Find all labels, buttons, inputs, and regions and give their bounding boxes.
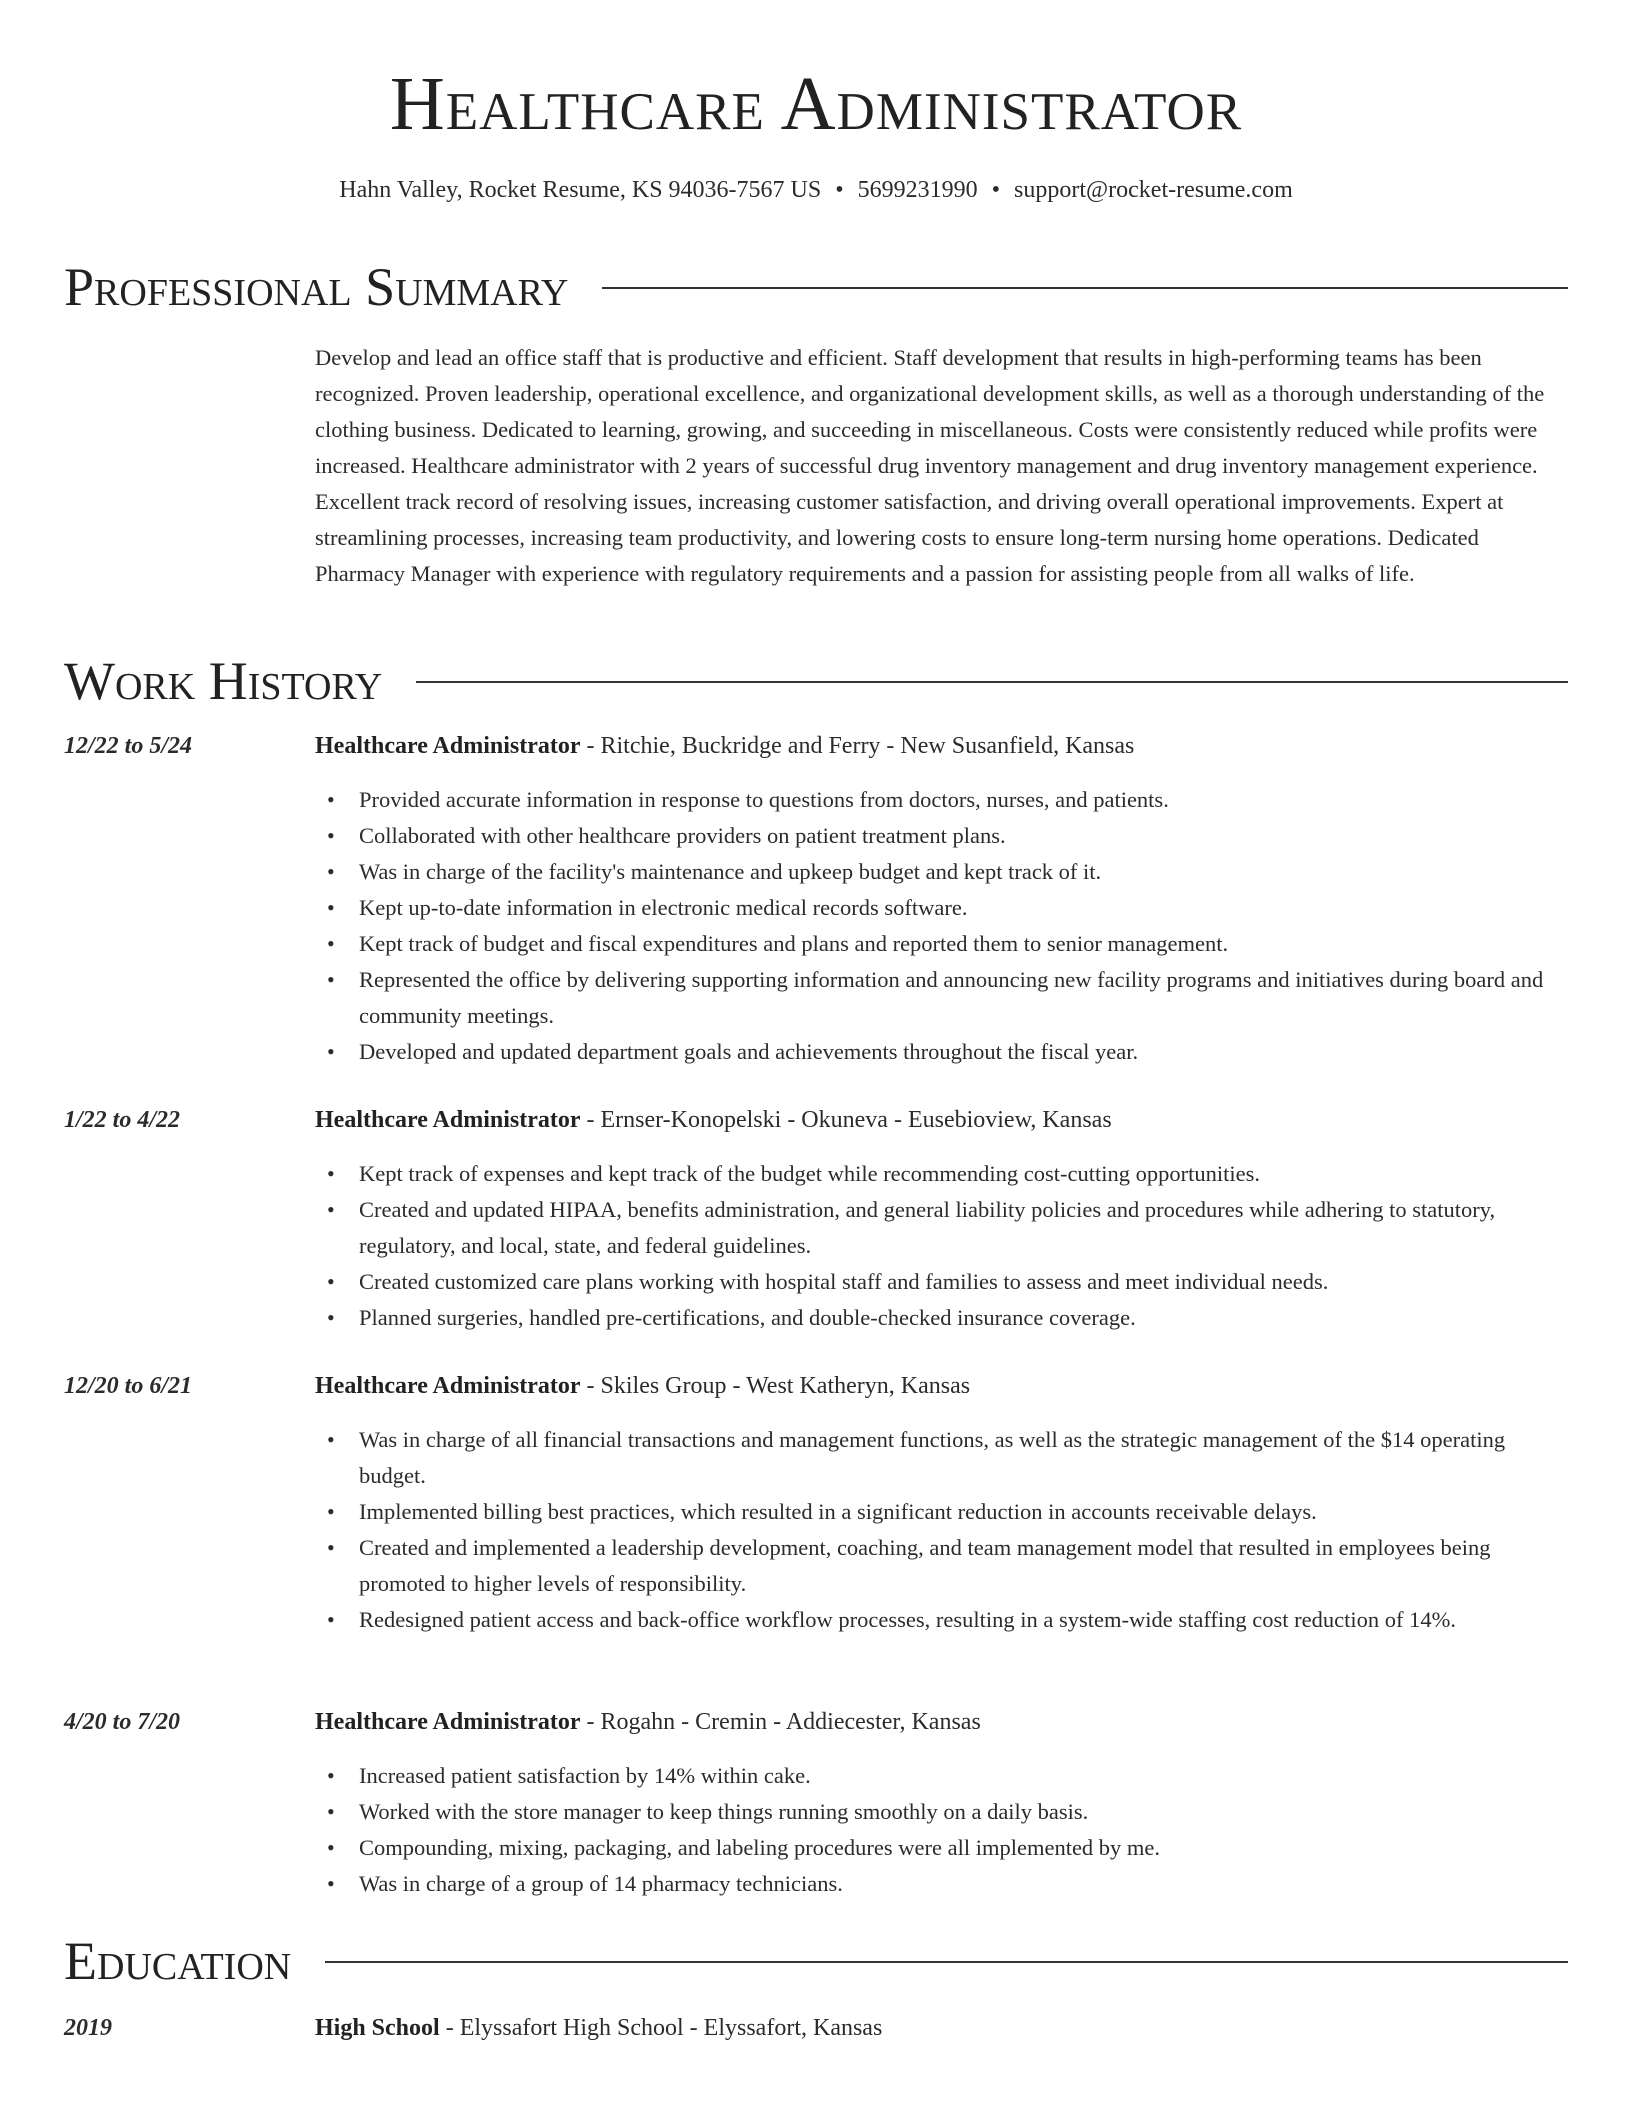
work-section-header — [64, 646, 1568, 716]
contact-email: support@rocket-resume.com — [1014, 177, 1293, 203]
work-employer: - Skiles Group - West Katheryn, Kansas — [580, 1373, 971, 1399]
work-bullet: • Was in charge of the facility's maintenance and upkeep budget and kept track of it. — [315, 854, 1568, 890]
work-bullet: • Created and implemented a leadership development, coaching, and team management model that resulted in employees being promoted to higher levels of responsibility. — [315, 1530, 1568, 1602]
section-divider — [416, 681, 1568, 683]
work-bullet: • Was in charge of all financial transactions and management functions, as well as the strategic management of the $14 operating budget. — [315, 1422, 1568, 1494]
work-heading — [315, 1104, 1568, 1136]
work-role: Healthcare Administrator — [315, 1373, 581, 1399]
work-dates: 1/22 to 4/22 — [64, 1107, 181, 1133]
work-bullet: • Increased patient satisfaction by 14% within cake. — [315, 1758, 1568, 1794]
work-bullet: • Created customized care plans working with hospital staff and families to assess and meet individual needs. — [315, 1264, 1568, 1300]
work-bullet: • Developed and updated department goals and achievements throughout the fiscal year. — [315, 1034, 1568, 1070]
work-bullet-list — [315, 1422, 1568, 1638]
contact-separator: • — [991, 177, 1001, 203]
work-role: Healthcare Administrator — [315, 1107, 581, 1133]
work-bullet: • Compounding, mixing, packaging, and labeling procedures were all implemented by me. — [315, 1830, 1568, 1866]
work-dates: 12/22 to 5/24 — [64, 733, 193, 759]
work-bullet-list — [315, 1156, 1568, 1336]
work-bullet: • Implemented billing best practices, which resulted in a significant reduction in accounts receivable delays. — [315, 1494, 1568, 1530]
work-employer: - Ernser-Konopelski - Okuneva - Eusebioview, Kansas — [580, 1107, 1112, 1133]
work-bullet-list — [315, 782, 1568, 1070]
contact-separator: • — [835, 177, 844, 203]
work-bullet: • Represented the office by delivering supporting information and announcing new facility programs and initiatives during board and community meetings. — [315, 962, 1568, 1034]
candidate-name: Healthcare Administrator — [389, 62, 1243, 146]
education-section-title: Education — [64, 1931, 292, 1991]
contact-address: Hahn Valley, Rocket Resume, KS 94036-7567 US — [339, 177, 822, 203]
work-bullet: • Worked with the store manager to keep things running smoothly on a daily basis. — [315, 1794, 1568, 1830]
education-heading — [315, 2012, 1568, 2044]
work-bullet-list — [315, 1758, 1568, 1902]
work-bullet: • Kept track of expenses and kept track of the budget while recommending cost-cutting opportunities. — [315, 1156, 1568, 1192]
work-dates: 4/20 to 7/20 — [64, 1709, 181, 1735]
summary-text: Develop and lead an office staff that is productive and efficient. Staff development that results in high-performing teams has been recognized. Proven leadership, operational excellence, and organizational development skills, as well as a thorough understanding of the clothing business. Dedicated to learning, growing, and succeeding in miscellaneous. Costs were consistently reduced while profits were increased. Healthcare administrator with 2 years of successful drug inventory management and drug inventory management experience. Excellent track record of resolving issues, increasing customer satisfaction, and driving overall operational improvements. Expert at streamlining processes, increasing team productivity, and lowering costs to ensure long-term nursing home operations. Dedicated Pharmacy Manager with experience with regulatory requirements and a passion for assisting people from all walks of life. — [315, 345, 1545, 586]
work-employer: - Ritchie, Buckridge and Ferry - New Susanfield, Kansas — [580, 733, 1135, 759]
education-degree: High School — [315, 2015, 440, 2041]
section-divider — [325, 1961, 1568, 1963]
work-heading — [315, 1706, 1568, 1738]
work-role: Healthcare Administrator — [315, 733, 581, 759]
contact-phone: 5699231990 — [857, 177, 978, 203]
work-heading — [315, 730, 1568, 762]
work-bullet: • Kept up-to-date information in electronic medical records software. — [315, 890, 1568, 926]
work-bullet: • Provided accurate information in response to questions from doctors, nurses, and patients. — [315, 782, 1568, 818]
education-school: - Elyssafort High School - Elyssafort, Kansas — [439, 2015, 883, 2041]
work-role: Healthcare Administrator — [315, 1709, 581, 1735]
work-heading — [315, 1370, 1568, 1402]
education-section-header — [64, 1926, 1568, 1996]
work-bullet: • Collaborated with other healthcare providers on patient treatment plans. — [315, 818, 1568, 854]
contact-line — [0, 174, 1632, 206]
work-bullet: • Planned surgeries, handled pre-certifications, and double-checked insurance coverage. — [315, 1300, 1568, 1336]
summary-section-title: Professional Summary — [64, 257, 569, 317]
work-section-title: Work History — [64, 651, 383, 711]
work-bullet: • Was in charge of a group of 14 pharmacy technicians. — [315, 1866, 1568, 1902]
section-divider — [602, 287, 1568, 289]
summary-section-header — [64, 252, 1568, 322]
work-dates: 12/20 to 6/21 — [64, 1373, 193, 1399]
education-dates: 2019 — [64, 2015, 112, 2041]
work-bullet: • Kept track of budget and fiscal expenditures and plans and reported them to senior management. — [315, 926, 1568, 962]
work-employer: - Rogahn - Cremin - Addiecester, Kansas — [580, 1709, 981, 1735]
work-bullet: • Redesigned patient access and back-office workflow processes, resulting in a system-wide staffing cost reduction of 14%. — [315, 1602, 1568, 1638]
work-bullet: • Created and updated HIPAA, benefits administration, and general liability policies and procedures while adhering to statutory, regulatory, and local, state, and federal guidelines. — [315, 1192, 1568, 1264]
